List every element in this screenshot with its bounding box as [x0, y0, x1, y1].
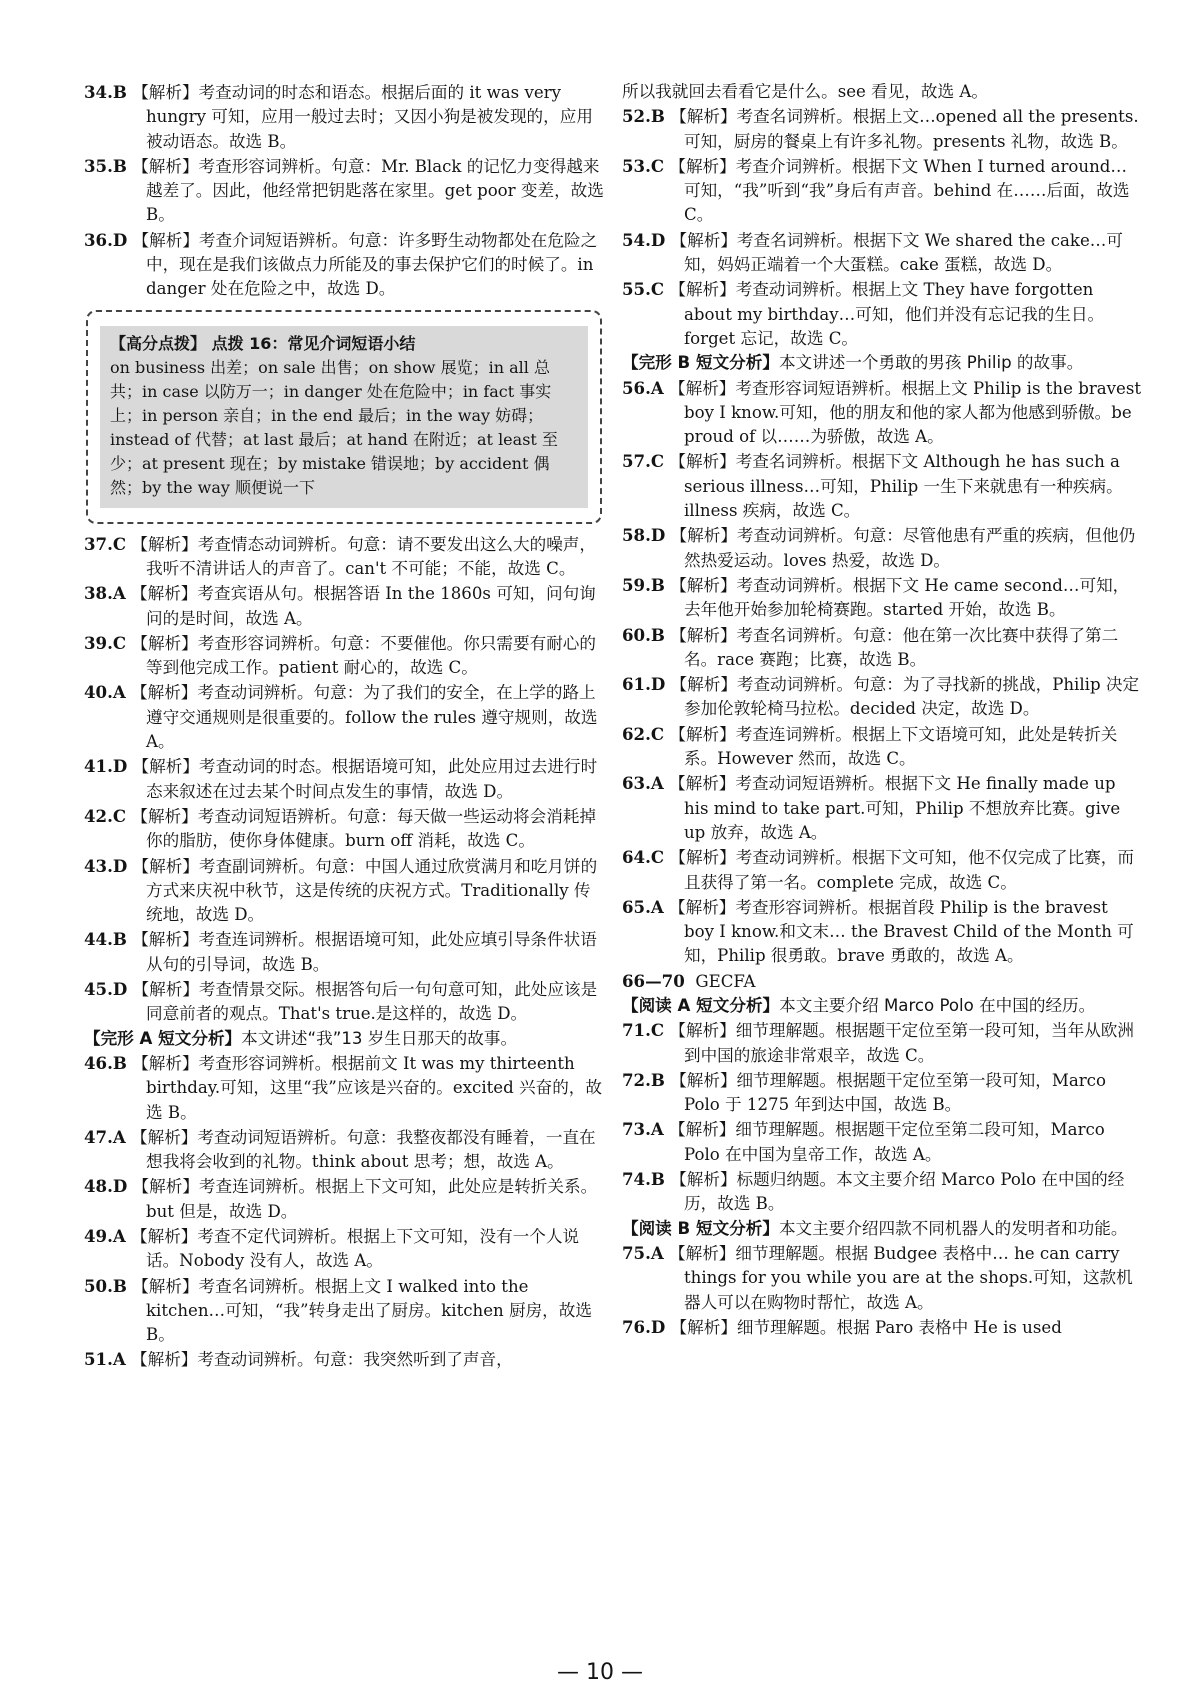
answer-entry [622, 154, 1142, 228]
continuation-51: 所以我就回去看看它是什么。see 看见，故选 A。 [622, 82, 988, 101]
answer-number: 56.A [622, 377, 664, 398]
answer-entry [622, 228, 1142, 278]
section-cloze-b [622, 351, 1142, 375]
answer-entry [622, 845, 1142, 895]
explanation: 【解析】考查名词辨析。根据上文 I walked into the kitchen…可知，“我”转身走出了厨房。kitchen 厨房，故选 B。 [132, 1276, 592, 1345]
explanation: 【解析】考查连词辨析。根据上下文语境可知，此处是转折关系。However 然而，故选 C。 [669, 724, 1118, 769]
answer-entry [622, 623, 1142, 673]
answer-entry [84, 154, 604, 228]
answer-number: 38.A [84, 583, 126, 604]
answer-number: 39.C [84, 632, 127, 653]
answer-entry [84, 80, 604, 154]
explanation: 【解析】考查形容词辨析。句意：不要催他。你只需要有耐心的等到他完成工作。patient 耐心的，故选 C。 [131, 633, 596, 678]
explanation: 【解析】考查动词辨析。句意：为了寻找新的挑战，Philip 决定参加伦敦轮椅马拉松。decided 决定，故选 D。 [670, 675, 1140, 719]
explanation: 【解析】标题归纳题。本文主要介绍 Marco Polo 在中国的经历，故选 B。 [670, 1170, 1125, 1214]
answer-number: 40.A [84, 682, 126, 703]
answer-entry [622, 523, 1142, 573]
explanation: 【解析】考查情景交际。根据答句后一句句意可知，此处应该是同意前者的观点。That's true.是这样的，故选 D。 [132, 980, 598, 1024]
tip-body: on business 出差；on sale 出售；on show 展览；in all 总共；in case 以防万一；in danger 处在危险中；in fact 事实上；in person 亲自；in the end 最后；in the way 妨碍；instead of 代替；at last 最后；at hand 在附近；at least 至少；at present 现在；by mistake 错误地；by accident 偶然；by the way 顺便说一下 [110, 357, 558, 497]
section-summary: 本文主要介绍四款不同机器人的发明者和功能。 [778, 1218, 1128, 1238]
explanation: 【解析】考查连词辨析。根据语境可知，此处应填引导条件状语从句的引导词，故选 B。 [132, 930, 597, 974]
explanation: 【解析】考查动词辨析。根据下文 He came second…可知，去年他开始参加轮椅赛跑。started 开始，故选 B。 [670, 575, 1130, 620]
answer-entry [622, 1018, 1142, 1068]
entries-71-74 [622, 1018, 1142, 1216]
explanation: 【解析】考查动词辨析。句意：尽管他患有严重的疾病，但他仍然热爱运动。loves 热爱，故选 D。 [670, 526, 1136, 570]
entries-56-65 [622, 376, 1142, 969]
entries-75-76 [622, 1241, 1142, 1340]
section-reading-b [622, 1217, 1142, 1241]
section-label: 【完形 B 短文分析】 [622, 353, 779, 373]
answer-entry [84, 631, 604, 681]
answer-number: 59.B [622, 574, 665, 595]
answer-entry [84, 1051, 604, 1125]
section-label: 【阅读 A 短文分析】 [622, 995, 780, 1015]
section-summary: 本文讲述“我”13 岁生日那天的故事。 [241, 1028, 518, 1048]
entries-46-51 [84, 1051, 604, 1373]
answer-number: 64.C [622, 847, 665, 868]
answer-number: 75.A [622, 1242, 664, 1263]
answer-entry [622, 895, 1142, 969]
answer-number: 66—70 [622, 970, 685, 991]
answer-number: 34.B [84, 82, 127, 102]
explanation: 【解析】考查动词辨析。句意：为了我们的安全，在上学的路上遵守交通规则是很重要的。follow the rules 遵守规则，故选 A。 [131, 683, 598, 752]
answer-entry [622, 1117, 1142, 1167]
entries-52-55 [622, 104, 1142, 351]
answer-entry [622, 722, 1142, 772]
answer-number: 45.D [84, 979, 128, 1000]
explanation: 【解析】考查形容词短语辨析。根据上文 Philip is the bravest boy I know.可知，他的朋友和他的家人都为他感到骄傲。be proud of 以……为骄傲，故选 A。 [669, 378, 1142, 447]
answer-entry [84, 581, 604, 631]
answer-entry [84, 977, 604, 1027]
answer-entry [622, 1315, 1142, 1340]
answer-number: 52.B [622, 106, 665, 127]
explanation: 【解析】细节理解题。根据题干定位至第一段可知，Marco Polo 于 1275 年到达中国，故选 B。 [670, 1070, 1106, 1115]
explanation: 【解析】考查形容词辨析。根据首段 Philip is the bravest boy I know.和文末… the Bravest Child of the Month 可知，Philip 很勇敢。brave 勇敢的，故选 A。 [669, 897, 1134, 966]
answer-entry [84, 1347, 604, 1372]
left-column [84, 80, 604, 1373]
explanation: 【解析】考查动词辨析。根据下文可知，他不仅完成了比赛，而且获得了第一名。complete 完成，故选 C。 [669, 848, 1134, 892]
explanation: 【解析】考查介词短语辨析。句意：许多野生动物都处在危险之中，现在是我们该做点力所能及的事去保护它们的时候了。in danger 处在危险之中，故选 D。 [132, 230, 598, 299]
answer-number: 57.C [622, 451, 665, 472]
answer-number: 58.D [622, 525, 666, 546]
answer-number: 42.C [84, 805, 127, 826]
answer-number: 37.C [84, 533, 127, 554]
answer-number: 63.A [622, 773, 664, 794]
answer-entry [84, 754, 604, 804]
explanation: 【解析】细节理解题。根据 Paro 表格中 He is used [670, 1317, 1062, 1337]
explanation: 【解析】考查形容词辨析。句意：Mr. Black 的记忆力变得越来越差了。因此，他经常把钥匙落在家里。get poor 变差，故选 B。 [132, 156, 604, 225]
answer-number: 65.A [622, 896, 664, 917]
entries-37-45 [84, 532, 604, 1027]
explanation: 【解析】考查动词的时态和语态。根据后面的 it was very hungry 可知，应用一般过去时；又因小狗是被发现的，应用被动语态。故选 B。 [132, 83, 593, 151]
explanation: 【解析】考查形容词辨析。根据前文 It was my thirteenth birthday.可知，这里“我”应该是兴奋的。excited 兴奋的，故选 B。 [132, 1053, 602, 1122]
answer-number: 48.D [84, 1176, 128, 1197]
right-column [622, 80, 1142, 1340]
answer-number: 71.C [622, 1020, 665, 1041]
explanation: 【解析】考查名词辨析。根据下文 We shared the cake…可知，妈妈正端着一个大蛋糕。cake 蛋糕，故选 D。 [670, 230, 1123, 275]
answer-number: 53.C [622, 155, 665, 176]
answer-entry [622, 1068, 1142, 1118]
entries-34-36 [84, 80, 604, 302]
answer-entry [622, 376, 1142, 450]
answer-entry [84, 804, 604, 854]
answer-entry [622, 573, 1142, 623]
page-number: — 10 — [557, 1660, 643, 1685]
answer-number: 41.D [84, 756, 128, 777]
answer-entry [84, 1125, 604, 1175]
answer-number: 36.D [84, 229, 128, 250]
answer-number: 61.D [622, 674, 666, 695]
answer-number: 73.A [622, 1119, 664, 1140]
answer-number: 54.D [622, 229, 666, 250]
answer-number: 46.B [84, 1052, 127, 1073]
answer-entry [84, 228, 604, 302]
explanation: 【解析】考查动词辨析。根据上文 They have forgotten about my birthday…可知，他们并没有忘记我的生日。forget 忘记，故选 C。 [669, 280, 1105, 348]
answer-number: 47.A [84, 1126, 126, 1147]
answer-entry [622, 1241, 1142, 1315]
answer-number: 76.D [622, 1316, 666, 1337]
answer-entry [622, 1167, 1142, 1217]
explanation: 【解析】考查名词辨析。根据下文 Although he has such a serious illness…可知，Philip 一生下来就患有一种疾病。illness 疾病，故选 C。 [669, 452, 1123, 521]
answer-number: 60.B [622, 624, 665, 645]
explanation: 【解析】细节理解题。根据题干定位至第二段可知，Marco Polo 在中国为皇帝工作，故选 A。 [669, 1120, 1105, 1164]
explanation: 【解析】考查宾语从句。根据答语 In the 1860s 可知，问句询问的是时间，故选 A。 [131, 584, 596, 628]
explanation: 【解析】考查名词辨析。根据上文…opened all the presents.可知，厨房的餐桌上有许多礼物。presents 礼物，故选 B。 [670, 107, 1139, 151]
answer-letters: GECFA [695, 971, 756, 991]
answer-number: 55.C [622, 279, 665, 300]
tip-content [100, 326, 588, 508]
tip-title: 【高分点拨】 点拨 16：常见介词短语小结 [110, 333, 416, 353]
answer-number: 62.C [622, 723, 665, 744]
answer-number: 35.B [84, 155, 127, 176]
answer-entry [84, 1274, 604, 1348]
answer-number: 51.A [84, 1349, 126, 1370]
explanation: 【解析】细节理解题。根据 Budgee 表格中… he can carry things for you while you are at the shops.可知，这款机器人可以在购物时帮忙，故选 A。 [669, 1243, 1133, 1312]
answer-entry [84, 680, 604, 754]
section-reading-a [622, 994, 1142, 1018]
explanation: 【解析】考查动词辨析。句意：我突然听到了声音， [131, 1350, 513, 1370]
answer-entry [84, 1174, 604, 1224]
section-label: 【完形 A 短文分析】 [84, 1028, 242, 1048]
answer-entry [622, 672, 1142, 722]
explanation: 【解析】细节理解题。根据题干定位至第一段可知，当年从欧洲到中国的旅途非常艰辛，故选 C。 [669, 1021, 1134, 1065]
answer-number: 50.B [84, 1275, 127, 1296]
explanation: 【解析】考查动词的时态。根据语境可知，此处应用过去进行时态来叙述在过去某个时间点发生的事情，故选 D。 [132, 757, 598, 801]
answer-entry [84, 1224, 604, 1274]
explanation: 【解析】考查情态动词辨析。句意：请不要发出这么大的噪声，我听不清讲话人的声音了。can't 不可能；不能，故选 C。 [131, 534, 596, 578]
explanation: 【解析】考查连词辨析。根据上下文可知，此处应是转折关系。but 但是，故选 D。 [132, 1177, 598, 1221]
answer-number: 49.A [84, 1225, 126, 1246]
answer-number: 44.B [84, 929, 127, 950]
explanation: 【解析】考查介词辨析。根据下文 When I turned around…可知，“我”听到“我”身后有声音。behind 在……后面，故选 C。 [669, 156, 1130, 225]
explanation: 【解析】考查不定代词辨析。根据上下文可知，没有一个人说话。Nobody 没有人，故选 A。 [131, 1226, 580, 1271]
explanation: 【解析】考查动词短语辨析。根据下文 He finally made up his mind to take part.可知，Philip 不想放弃比赛。give up 放弃，故选 A。 [669, 774, 1121, 842]
tip-box [86, 310, 602, 524]
explanation: 【解析】考查动词短语辨析。句意：每天做一些运动将会消耗掉你的脂肪，使你身体健康。burn off 消耗，故选 C。 [131, 806, 596, 851]
answer-entry [622, 449, 1142, 523]
answer-number: 72.B [622, 1069, 665, 1090]
answer-entry [622, 277, 1142, 351]
answer-entry [622, 104, 1142, 154]
answer-entry [84, 854, 604, 928]
section-summary: 本文主要介绍 Marco Polo 在中国的经历。 [779, 995, 1096, 1015]
section-cloze-a [84, 1027, 604, 1051]
explanation: 【解析】考查副词辨析。句意：中国人通过欣赏满月和吃月饼的方式来庆祝中秋节，这是传统的庆祝方式。Traditionally 传统地，故选 D。 [132, 856, 598, 925]
answers-66-70 [622, 969, 1142, 994]
answer-number: 43.D [84, 855, 128, 876]
answer-entry [622, 771, 1142, 845]
answer-number: 74.B [622, 1169, 665, 1190]
answer-entry [84, 927, 604, 977]
explanation: 【解析】考查名词辨析。句意：他在第一次比赛中获得了第二名。race 赛跑；比赛，故选 B。 [670, 625, 1119, 669]
answer-entry [84, 532, 604, 582]
section-label: 【阅读 B 短文分析】 [622, 1218, 779, 1238]
section-summary: 本文讲述一个勇敢的男孩 Philip 的故事。 [778, 353, 1084, 373]
explanation: 【解析】考查动词短语辨析。句意：我整夜都没有睡着，一直在想我将会收到的礼物。think about 思考；想，故选 A。 [131, 1127, 596, 1172]
